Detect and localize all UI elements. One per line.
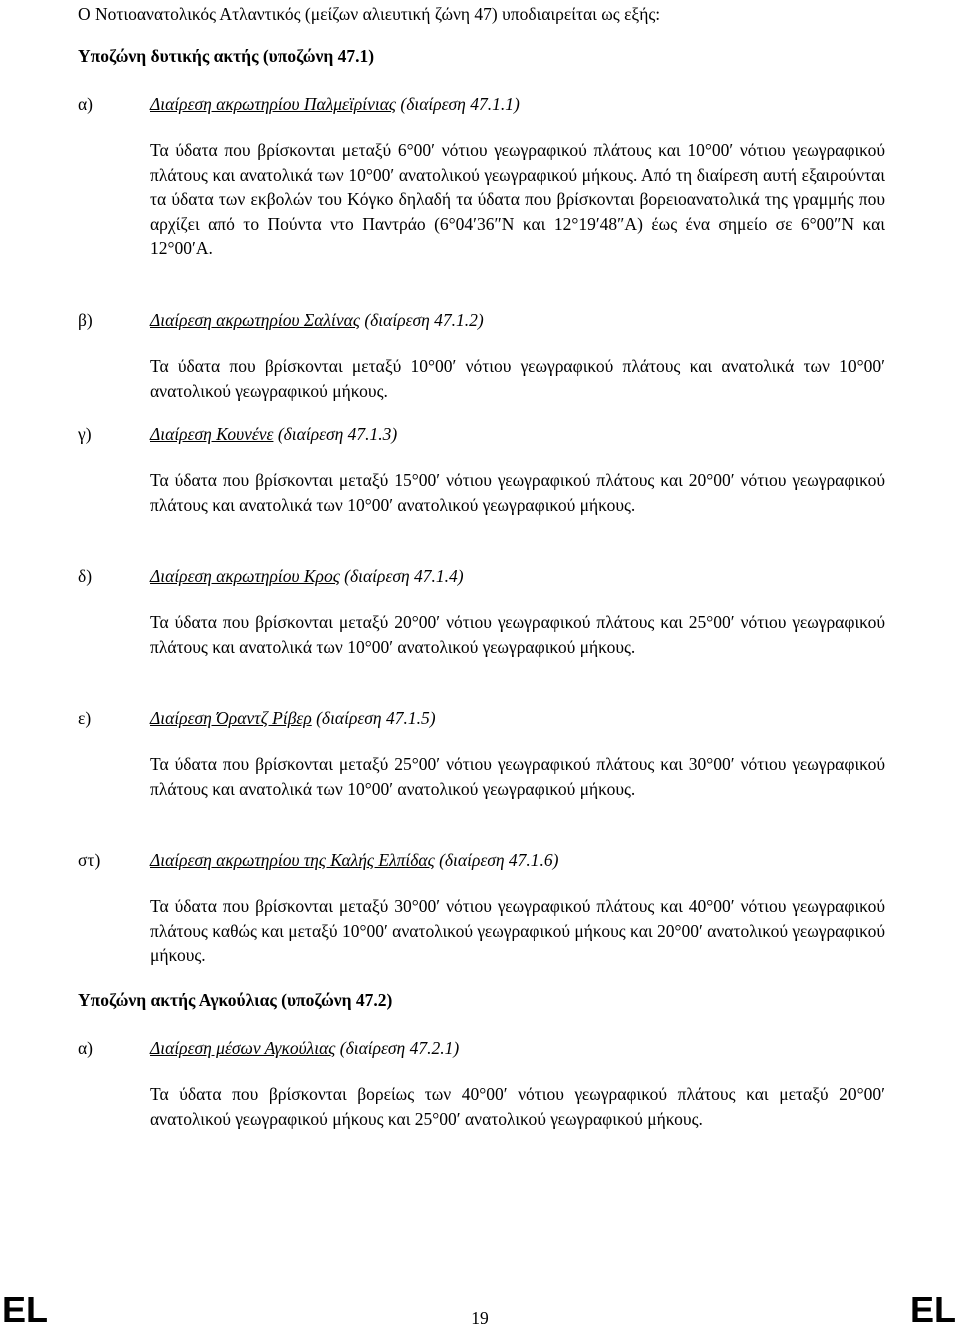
division-title-code: (διαίρεση 47.2.1): [335, 1038, 460, 1058]
division-text: Τα ύδατα που βρίσκονται μεταξύ 20°00′ νότιου γεωγραφικού πλάτους και 25°00′ νότιου γεωγραφικού πλάτους και ανατολικά των 10°00′ ανατολικού γεωγραφικού μήκους.: [150, 612, 885, 657]
division-title: [150, 706, 436, 730]
division-letter: ε): [78, 708, 92, 728]
division-title-code: (διαίρεση 47.1.5): [311, 708, 436, 728]
footer-language-code: EL: [909, 1289, 956, 1330]
division-title-underlined: Διαίρεση ακρωτηρίου Σαλίνας: [150, 310, 360, 330]
division-title: [150, 422, 397, 446]
footer-language-code: EL: [2, 1289, 49, 1330]
page-number: 19: [471, 1308, 489, 1328]
division-title-underlined: Διαίρεση Όραντζ Ρίβερ: [150, 708, 312, 728]
division-title-underlined: Διαίρεση Κουνένε: [150, 424, 274, 444]
division-title: [150, 1036, 459, 1060]
division-text: Τα ύδατα που βρίσκονται μεταξύ 30°00′ νότιου γεωγραφικού πλάτους και 40°00′ νότιου γεωγραφικού πλάτους καθώς και μεταξύ 10°00′ ανατολικού γεωγραφικού μήκους και 20°00′ ανατολικού γεωγραφικού μήκους.: [150, 896, 886, 965]
division-title: [150, 848, 559, 872]
division-title-underlined: Διαίρεση μέσων Αγκούλιας: [150, 1038, 336, 1058]
division-title-code: (διαίρεση 47.1.2): [359, 310, 484, 330]
division-title-code: (διαίρεση 47.1.6): [434, 850, 559, 870]
intro-text: Ο Νοτιοανατολικός Ατλαντικός (μείζων αλιευτική ζώνη 47) υποδιαιρείται ως εξής:: [78, 4, 661, 24]
division-title: [150, 308, 484, 332]
zone-title-47-2: Υποζώνη ακτής Αγκούλιας (υποζώνη 47.2): [78, 990, 393, 1010]
division-text: Τα ύδατα που βρίσκονται μεταξύ 15°00′ νότιου γεωγραφικού πλάτους και 20°00′ νότιου γεωγραφικού πλάτους και ανατολικά των 10°00′ ανατολικού γεωγραφικού μήκους.: [150, 470, 885, 515]
division-letter: γ): [78, 424, 92, 444]
division-title-underlined: Διαίρεση ακρωτηρίου Κρος: [150, 566, 340, 586]
division-letter: στ): [78, 850, 101, 870]
division-letter: β): [78, 310, 93, 330]
division-title: [150, 92, 520, 116]
division-text: Τα ύδατα που βρίσκονται βορείως των 40°00′ νότιου γεωγραφικού πλάτους και μεταξύ 20°00′ ανατολικού γεωγραφικού μήκους και 25°00′ ανατολικού γεωγραφικού μήκους.: [150, 1084, 885, 1129]
division-title-code: (διαίρεση 47.1.1): [396, 94, 520, 114]
division-letter: δ): [78, 566, 93, 586]
division-text: Τα ύδατα που βρίσκονται μεταξύ 10°00′ νότιου γεωγραφικού πλάτους και ανατολικά των 10°00′ ανατολικού γεωγραφικού μήκους.: [150, 356, 885, 401]
division-letter: α): [78, 94, 93, 114]
division-title-underlined: Διαίρεση ακρωτηρίου Παλμεϊρίνιας: [150, 94, 396, 114]
division-letter: α): [78, 1038, 93, 1058]
division-text: Τα ύδατα που βρίσκονται μεταξύ 6°00′ νότιου γεωγραφικού πλάτους και 10°00′ νότιου γεωγραφικού πλάτους και ανατολικά των 10°00′ ανατολικού γεωγραφικού μήκους. Από τη διαίρεση αυτή εξαιρούνται τα ύδατα των εκβολών του Κόγκο δηλαδή τα ύδατα που βρίσκονται βορειοανατολικά της γραμμής που αρχίζει από το Πούντα ντο Παντράο (6°04′36″Ν και 12°19′48″Α) έως ένα σημείο σε 6°00″Ν και 12°00′Α.: [150, 140, 885, 258]
division-title-code: (διαίρεση 47.1.4): [339, 566, 464, 586]
zone-title-47-1: Υποζώνη δυτικής ακτής (υποζώνη 47.1): [78, 46, 375, 66]
division-title: [150, 564, 464, 588]
division-title-code: (διαίρεση 47.1.3): [273, 424, 398, 444]
division-text: Τα ύδατα που βρίσκονται μεταξύ 25°00′ νότιου γεωγραφικού πλάτους και 30°00′ νότιου γεωγραφικού πλάτους και ανατολικά των 10°00′ ανατολικού γεωγραφικού μήκους.: [150, 754, 885, 799]
division-title-underlined: Διαίρεση ακρωτηρίου της Καλής Ελπίδας: [150, 850, 435, 870]
